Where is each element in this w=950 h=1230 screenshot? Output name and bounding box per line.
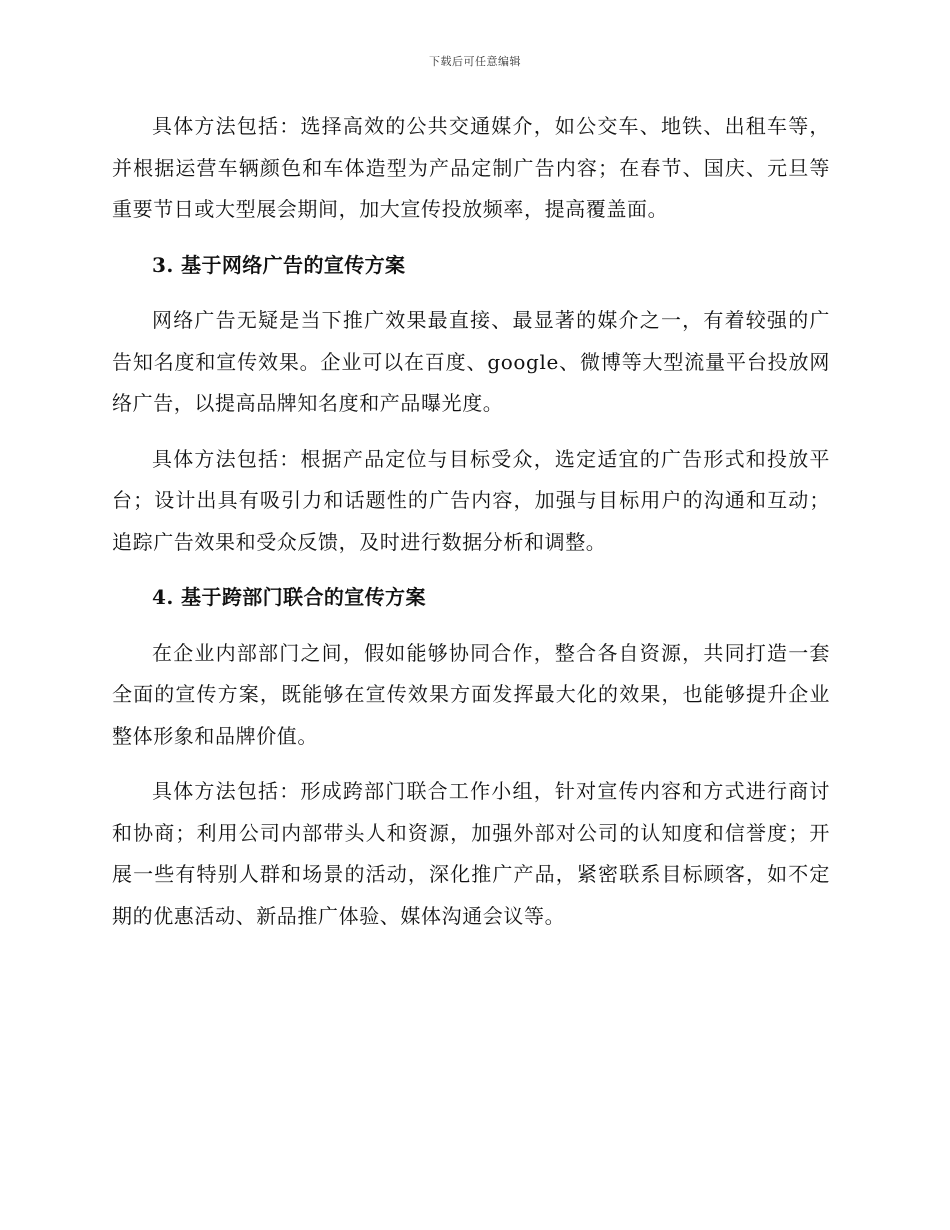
paragraph-online-ads-intro: 网络广告无疑是当下推广效果最直接、最显著的媒介之一，有着较强的广告知名度和宣传效果。企业可以在百度、google、微博等大型流量平台投放网络广告，以提高品牌知名度和产品曝光度。 [112, 308, 830, 415]
section-heading-4: 4. 基于跨部门联合的宣传方案 [152, 585, 426, 609]
paragraph-cross-dept-method: 具体方法包括：形成跨部门联合工作小组，针对宣传内容和方式进行商讨和协商；利用公司内部带头人和资源，加强外部对公司的认知度和信誉度；开展一些有特别人群和场景的活动，深化推广产品，紧密联系目标顾客，如不定期的优惠活动、新品推广体验、媒体沟通会议等。 [112, 779, 830, 928]
page-header: 下载后可任意编辑 [429, 55, 521, 68]
paragraph-transit-method: 具体方法包括：选择高效的公共交通媒介，如公交车、地铁、出租车等，并根据运营车辆颜色和车体造型为产品定制广告内容；在春节、国庆、元旦等重要节日或大型展会期间，加大宣传投放频率，提高覆盖面。 [112, 114, 830, 221]
paragraph-cross-dept-intro: 在企业内部部门之间，假如能够协同合作，整合各自资源，共同打造一套全面的宣传方案，既能够在宣传效果方面发挥最大化的效果，也能够提升企业整体形象和品牌价值。 [112, 640, 830, 748]
section-heading-3: 3. 基于网络广告的宣传方案 [152, 252, 406, 277]
document-body [112, 106, 830, 951]
paragraph-online-ads-method: 具体方法包括：根据产品定位与目标受众，选定适宜的广告形式和投放平台；设计出具有吸引力和话题性的广告内容，加强与目标用户的沟通和互动；追踪广告效果和受众反馈，及时进行数据分析和调整。 [112, 446, 830, 554]
